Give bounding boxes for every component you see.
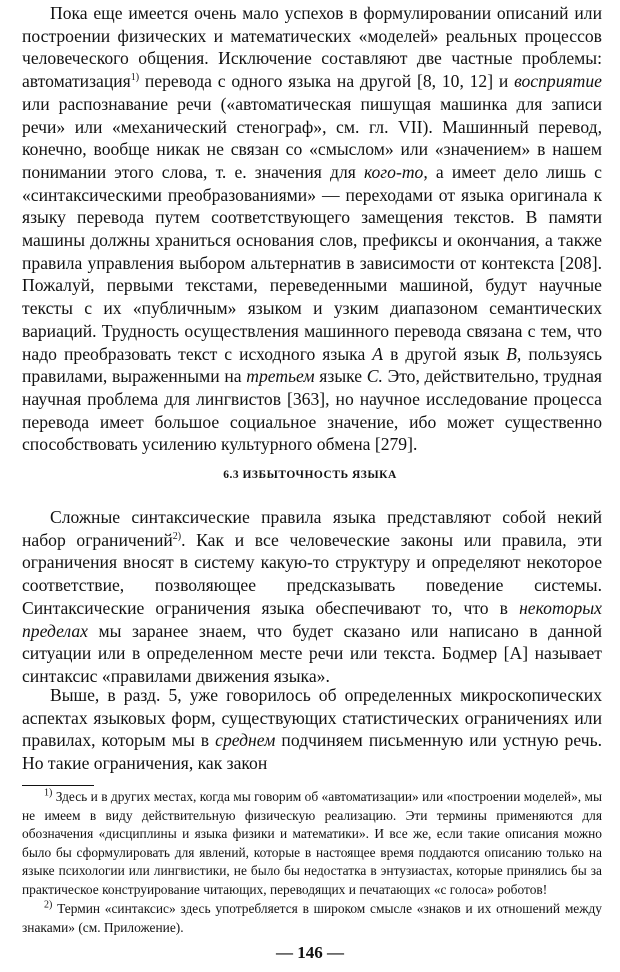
section-heading: 6.3 ИЗБЫТОЧНОСТЬ ЯЗЫКА — [223, 469, 397, 481]
text-run: перевода с одного языка на другой [8, 10, 12] и — [139, 71, 515, 92]
footnote-2-marker: 2) — [44, 899, 53, 911]
text-run: языке — [314, 366, 367, 387]
paragraph-syntax — [22, 506, 602, 688]
text-run: мы заранее знаем, что будет сказано или написано в данной ситуации или в определенном месте речи или текста. Бодмер [A] называет синтаксис «правилами движения языка». — [22, 620, 602, 686]
footnote-1-text: Здесь и в других местах, когда мы говорим об «автоматизации» или «построении моделей», мы не имеем в виду действительную физическую реализацию. Эти термины применяются для обозначения «дисциплины и языка физики и математики». И все же, если такие описания можно было бы сформулировать для явлений, которые в настоящее время поддаются описанию только на языке психологии или лингвистики, не было бы недостатка в энтузиастах, которые принялись бы за практическое конструирование читающих, переводящих и печатающих «с голоса» роботов! — [22, 789, 602, 897]
footnote-2-text: Термин «синтаксис» здесь употребляется в широком смысле «знаков и их отношений между знаками» (см. Приложение). — [22, 901, 602, 935]
emphasis: C. — [366, 366, 383, 387]
footnote-marker-1[interactable]: 1) — [130, 72, 140, 84]
text-run: Выше, в разд. 5, уже говорилось об определенных микроскопических аспектах языковых форм, существующих статистических ограничениях или правилах, которым мы в — [22, 685, 602, 751]
paragraph-intro — [22, 2, 602, 456]
emphasis: A — [372, 343, 384, 364]
paragraph-constraints — [22, 684, 602, 775]
text-run: Сложные синтаксические правила языка представляют собой некий набор ограничений — [22, 507, 602, 550]
page-number: — 146 — — [276, 943, 344, 962]
footnote-1 — [22, 788, 602, 899]
text-run: Пока еще имеется очень мало успехов в формулировании описаний или построении физических и математических «моделей» реальных процессов человеческого общения. Исключение составляют две частные проблемы: автоматизация — [22, 3, 602, 92]
emphasis: некоторых пределах — [22, 597, 602, 641]
emphasis: кого-то, — [363, 161, 428, 182]
text-run: . Как и все человеческие законы или правила, эти ограничения вносят в систему какую-то структуру и определяют некоторое соответствие, позволяющее предсказывать поведение системы. Синтаксические ограничения языка обеспечивают то, что в — [22, 529, 602, 618]
text-run: в другой язык — [383, 343, 507, 364]
text-run: или распознавание речи («автоматическая пишущая машинка для записи речи» или «механический стенограф», см. гл. VII). Машинный перевод, конечно, вообще никак не связан со «смыслом» или «значением» в нашем понимании этого слова, т. е. значения для — [22, 93, 602, 182]
emphasis: среднем — [215, 730, 276, 751]
footnote-divider — [22, 785, 94, 786]
footnote-2 — [22, 900, 602, 937]
text-run: пользуясь правилами, выраженными на — [22, 343, 602, 387]
emphasis: третьем — [246, 366, 315, 387]
text-run: Это, действительно, трудная научная проблема для лингвистов [363], но научное исследование процесса перевода имеет большое социальное значение, ибо может существенно способствовать усилению культурного обмена [279]. — [22, 366, 602, 455]
emphasis: восприятие — [514, 71, 602, 92]
footnote-marker-2[interactable]: 2) — [172, 530, 182, 542]
emphasis: B, — [506, 343, 522, 364]
footnote-1-marker: 1) — [44, 787, 53, 799]
text-run: а имеет дело лишь с «синтаксическими преобразованиями» — переходами от языка оригинала к языку перевода путем соответствующего замещения текстов. В памяти машины должны храниться основания слов, префиксы и окончания, а также правила управления выбором альтернатив в зависимости от контекста [208]. Пожалуй, первыми текстами, переведенными машиной, будут научные тексты с их «публичным» языком и узким диапазоном семантических вариаций. Трудность осуществления машинного перевода связана с тем, что надо преобразовать текст с исходного языка — [22, 161, 602, 364]
text-run: подчиняем письменную или устную речь. Но такие ограничения, как закон — [22, 730, 602, 774]
